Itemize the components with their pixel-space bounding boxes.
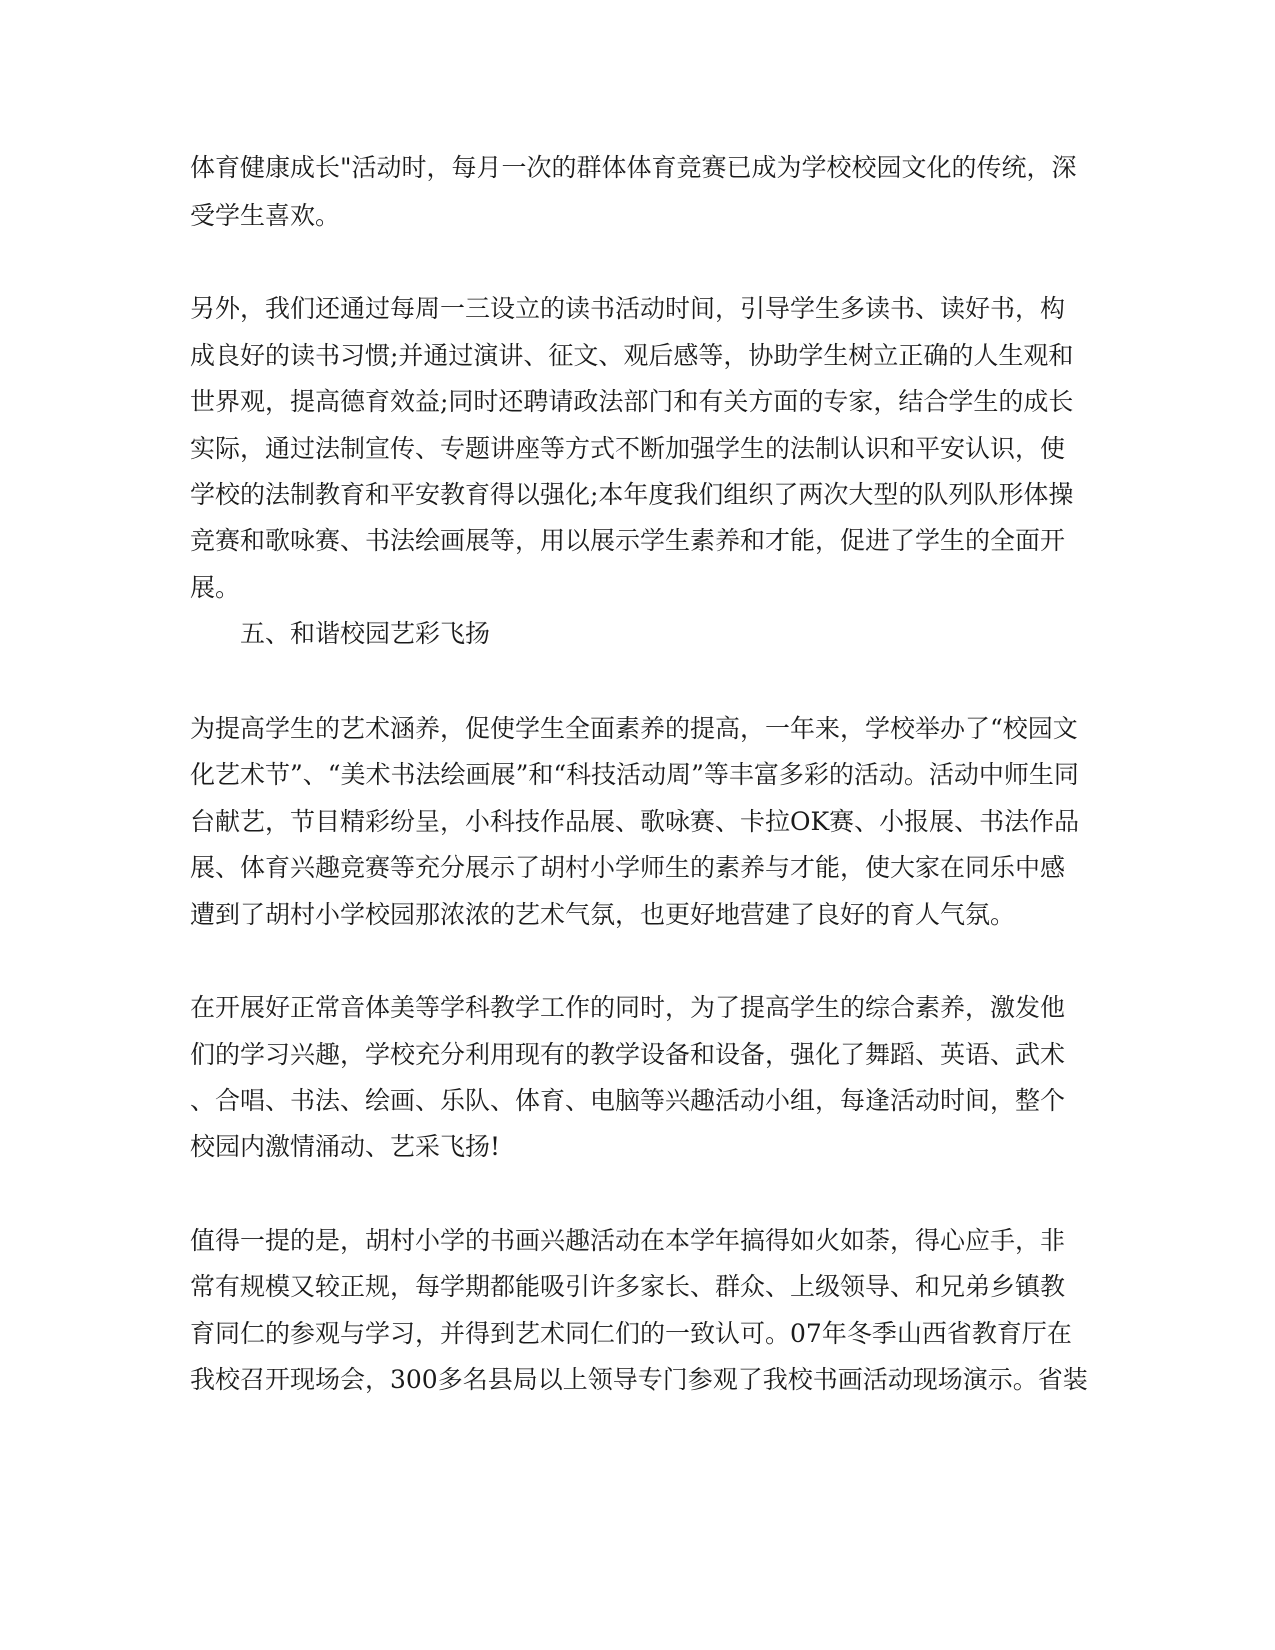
paragraph-line: 在开展好正常音体美等学科教学工作的同时，为了提高学生的综合素养，激发他 [190,993,1066,1022]
paragraph-line: 值得一提的是，胡村小学的书画兴趣活动在本学年搞得如火如荼，得心应手，非 [190,1226,1066,1255]
paragraph-line: 竞赛和歌咏赛、书法绘画展等，用以展示学生素养和才能，促进了学生的全面开 [190,526,1066,555]
paragraph-line: 展。 [190,573,241,602]
paragraph-line: 们的学习兴趣，学校充分利用现有的教学设备和设备，强化了舞蹈、英语、武术 [190,1040,1066,1069]
paragraph-line: 受学生喜欢。 [190,201,341,230]
section-heading: 五、和谐校园艺彩飞扬 [240,619,491,648]
paragraph-line: 我校召开现场会，300多名县局以上领导专门参观了我校书画活动现场演示。省装 [190,1365,1088,1394]
paragraph-line: 学校的法制教育和平安教育得以强化;本年度我们组织了两次大型的队列队形体操 [190,480,1074,509]
paragraph-line: 台献艺，节目精彩纷呈，小科技作品展、歌咏赛、卡拉OK赛、小报展、书法作品 [190,807,1080,836]
paragraph-line: 另外，我们还通过每周一三设立的读书活动时间，引导学生多读书、读好书，构 [190,294,1066,323]
paragraph-line: 展、体育兴趣竞赛等充分展示了胡村小学师生的素养与才能，使大家在同乐中感 [190,853,1066,882]
paragraph-line: 育同仁的参观与学习，并得到艺术同仁们的一致认可。07年冬季山西省教育厅在 [190,1319,1072,1348]
paragraph-line: 、合唱、书法、绘画、乐队、体育、电脑等兴趣活动小组，每逢活动时间，整个 [190,1086,1066,1115]
paragraph-line: 为提高学生的艺术涵养，促使学生全面素养的提高，一年来，学校举办了“校园文 [190,714,1078,743]
paragraph-line: 常有规模又较正规，每学期都能吸引许多家长、群众、上级领导、和兄弟乡镇教 [190,1272,1066,1301]
paragraph-line: 体育健康成长"活动时，每月一次的群体体育竞赛已成为学校校园文化的传统，深 [190,153,1077,182]
paragraph-line: 校园内激情涌动、艺采飞扬! [190,1132,501,1161]
paragraph-line: 遭到了胡村小学校园那浓浓的艺术气氛，也更好地营建了良好的育人气氛。 [190,900,1016,929]
paragraph-line: 化艺术节”、“美术书法绘画展”和“科技活动周”等丰富多彩的活动。活动中师生同 [190,760,1079,789]
paragraph-line: 实际，通过法制宣传、专题讲座等方式不断加强学生的法制认识和平安认识，使 [190,434,1066,463]
paragraph-line: 成良好的读书习惯;并通过演讲、征文、观后感等，协助学生树立正确的人生观和 [190,341,1074,370]
paragraph-line: 世界观，提高德育效益;同时还聘请政法部门和有关方面的专家，结合学生的成长 [190,387,1074,416]
